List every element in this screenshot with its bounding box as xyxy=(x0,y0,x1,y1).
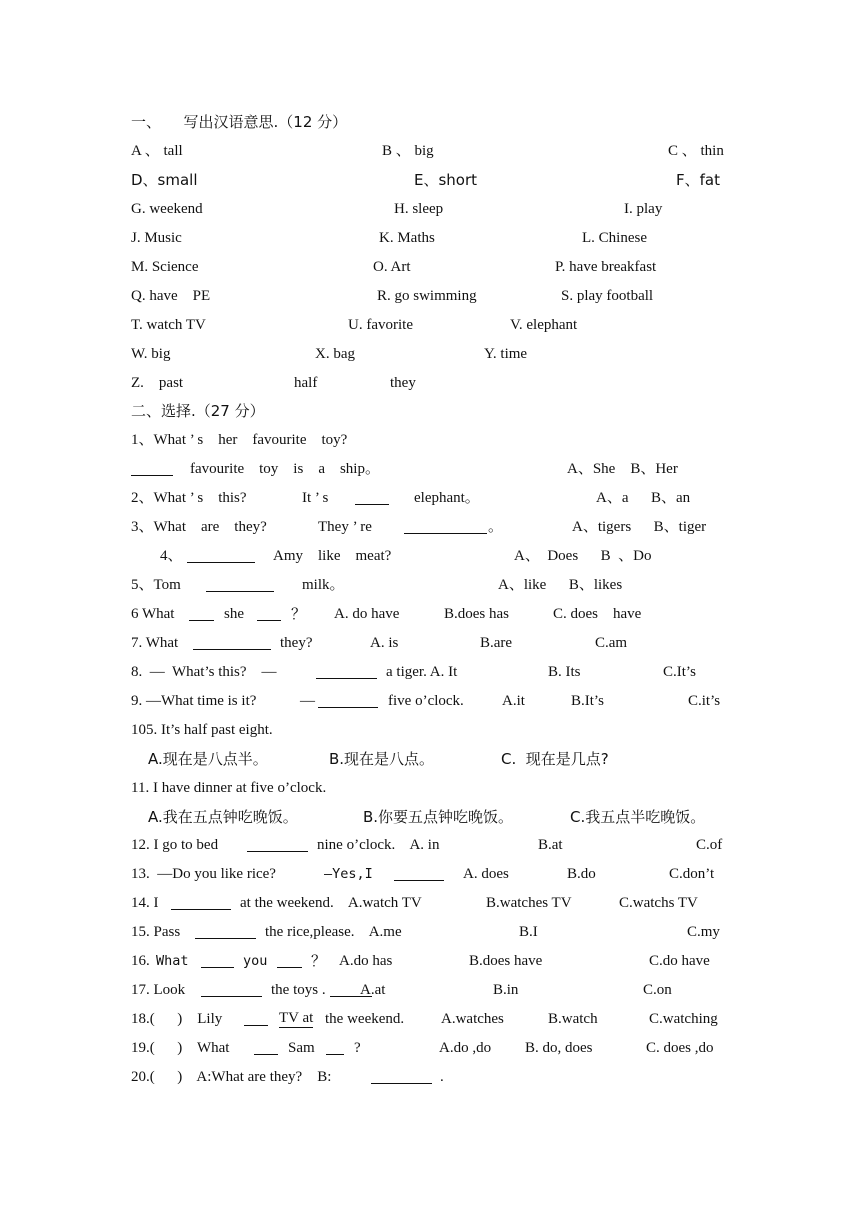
vocab-item: H. sleep xyxy=(394,201,444,217)
q13-answer-start: —Yes,I xyxy=(324,866,373,882)
q4-stem: Amy like meat? xyxy=(273,548,392,564)
q9-stem-end: five o’clock. xyxy=(388,693,464,709)
q13-option-c: C.don’t xyxy=(669,866,715,882)
vocab-item: Q. have PE xyxy=(131,288,211,304)
q8-option-c: C.It’s xyxy=(663,664,696,680)
q13-blank xyxy=(394,866,444,881)
q14-option-c: C.watchs TV xyxy=(619,895,698,911)
q13-stem: 13. —Do you like rice? xyxy=(131,866,276,882)
q12-stem-end: nine o’clock. A. in xyxy=(317,837,440,853)
q12-option-b: B.at xyxy=(538,837,563,853)
q16-blank-2 xyxy=(277,953,302,968)
vocab-item: P. have breakfast xyxy=(555,259,657,275)
q9-option-a: A.it xyxy=(502,693,525,709)
vocab-item: U. favorite xyxy=(348,317,413,333)
q16-option-b: B.does have xyxy=(469,953,543,969)
q10-option-b: B.现在是八点。 xyxy=(329,750,435,768)
q19-stem: 19.( ) What xyxy=(131,1040,230,1056)
q9-blank xyxy=(318,693,378,708)
q13-option-b: B.do xyxy=(567,866,596,882)
q16-qmark: ？ xyxy=(311,952,327,970)
q16-option-c: C.do have xyxy=(649,953,710,969)
section2-title: 二、选择.（27 分） xyxy=(131,402,265,420)
q18-stem: 18.( ) Lily xyxy=(131,1011,223,1027)
q6-stem: 6 What xyxy=(131,606,175,622)
q18-option-a: A.watches xyxy=(441,1011,504,1027)
q5-stem-end: milk。 xyxy=(302,577,345,593)
q19-option-b: B. do, does xyxy=(525,1040,593,1056)
q20-stem: 20.( ) A:What are they? B: xyxy=(131,1069,332,1085)
vocab-item: Z. past xyxy=(131,375,184,391)
vocab-item: F、fat xyxy=(676,171,720,189)
vocab-item: S. play football xyxy=(561,288,654,304)
q5-options: A、like B、likes xyxy=(498,577,623,593)
q6-blank-1 xyxy=(189,606,214,621)
vocab-item: E、short xyxy=(414,171,478,189)
q16-option-a: A.do has xyxy=(339,953,393,969)
q2-answer-start: It ’ s xyxy=(302,490,329,506)
q6-qmark: ？ xyxy=(291,605,307,623)
q8-stem: 8. — What’s this? — xyxy=(131,664,277,680)
q11-option-a: A.我在五点钟吃晚饭。 xyxy=(148,808,298,826)
q9-dash: — xyxy=(300,693,315,709)
q18-blank xyxy=(244,1011,268,1026)
vocab-item: X. bag xyxy=(315,346,355,362)
q11-option-b: B.你要五点钟吃晚饭。 xyxy=(363,808,514,826)
q19-blank-1 xyxy=(254,1040,278,1055)
vocab-item: J. Music xyxy=(131,230,182,246)
q14-option-b: B.watches TV xyxy=(486,895,572,911)
q1-line2: favourite toy is a ship。 xyxy=(190,461,380,477)
q19-blank-2 xyxy=(326,1040,344,1055)
q11-stem: 11. I have dinner at five o’clock. xyxy=(131,780,327,796)
q6-blank-2 xyxy=(257,606,281,621)
q14-stem-end: at the weekend. A.watch TV xyxy=(240,895,422,911)
q17-stem: 17. Look xyxy=(131,982,186,998)
q16-stem: What xyxy=(156,953,189,969)
vocab-item: A 、 tall xyxy=(131,143,183,159)
vocab-item: C 、 thin xyxy=(668,143,724,159)
q2-stem: 2、What ’ s this? xyxy=(131,490,247,506)
q6-stem-mid: she xyxy=(224,606,244,622)
vocab-item: V. elephant xyxy=(510,317,578,333)
q19-option-c: C. does ,do xyxy=(646,1040,714,1056)
q10-option-a: A.现在是八点半。 xyxy=(148,750,268,768)
q3-answer-start: They ’ re xyxy=(318,519,372,535)
vocab-item: half xyxy=(294,375,318,391)
q7-option-a: A. is xyxy=(370,635,399,651)
q1-options: A、She B、Her xyxy=(567,461,678,477)
q2-answer-end: elephant。 xyxy=(414,490,480,506)
q12-blank xyxy=(247,837,308,852)
q17-option-b: B.in xyxy=(493,982,519,998)
q8-stem-end: a tiger. A. It xyxy=(386,664,458,680)
q1-stem: 1、What ’ s her favourite toy? xyxy=(131,432,348,448)
q17-stem-end: the toys . xyxy=(271,982,326,998)
section1-title: 一、 写出汉语意思.（12 分） xyxy=(131,113,348,131)
q3-options: A、tigers B、tiger xyxy=(572,519,707,535)
q18-stem-end: the weekend. xyxy=(325,1011,405,1027)
q15-option-c: C.my xyxy=(687,924,720,940)
q12-option-c: C.of xyxy=(696,837,723,853)
vocab-item: T. watch TV xyxy=(131,317,206,333)
q6-option-b: B.does has xyxy=(444,606,509,622)
q16-number: 16. xyxy=(131,953,150,969)
q16-blank-1 xyxy=(201,953,234,968)
vocab-item: W. big xyxy=(131,346,171,362)
q8-blank xyxy=(316,664,377,679)
q18-option-c: C.watching xyxy=(649,1011,718,1027)
q6-option-c: C. does have xyxy=(553,606,642,622)
q4-blank xyxy=(187,548,255,563)
q18-option-b: B.watch xyxy=(548,1011,598,1027)
q15-stem: 15. Pass xyxy=(131,924,181,940)
q19-qmark: ? xyxy=(354,1040,361,1056)
q10-option-c: C. 现在是几点? xyxy=(501,750,609,768)
vocab-item: K. Maths xyxy=(379,230,435,246)
q1-blank xyxy=(131,461,173,476)
q6-option-a: A. do have xyxy=(334,606,400,622)
vocab-item: M. Science xyxy=(131,259,199,275)
q5-stem: 5、Tom xyxy=(131,577,181,593)
q9-option-c: C.it’s xyxy=(688,693,721,709)
q14-blank xyxy=(171,895,231,910)
q19-stem-mid: Sam xyxy=(288,1040,315,1056)
q14-stem: 14. I xyxy=(131,895,159,911)
vocab-item: D、small xyxy=(131,171,198,189)
q8-option-b: B. Its xyxy=(548,664,581,680)
q3-answer-end: 。 xyxy=(488,519,504,535)
q2-options: A、a B、an xyxy=(596,490,691,506)
q15-blank xyxy=(195,924,256,939)
q9-stem: 9. —What time is it? xyxy=(131,693,257,709)
q7-stem: 7. What xyxy=(131,635,179,651)
vocab-item: G. weekend xyxy=(131,201,203,217)
q13-option-a: A. does xyxy=(463,866,509,882)
q3-blank xyxy=(404,519,487,534)
q7-stem-end: they? xyxy=(280,635,313,651)
vocab-item: R. go swimming xyxy=(377,288,477,304)
q7-option-b: B.are xyxy=(480,635,513,651)
q10-stem: 105. It’s half past eight. xyxy=(131,722,273,738)
q4-options: A、 Does B 、Do xyxy=(514,548,652,564)
q2-blank xyxy=(355,490,389,505)
q18-underlined-text: TV at xyxy=(279,1010,314,1026)
q16-stem-mid: you xyxy=(243,953,268,969)
q7-blank xyxy=(193,635,271,650)
q9-option-b: B.It’s xyxy=(571,693,604,709)
vocab-item: I. play xyxy=(624,201,663,217)
vocab-item: O. Art xyxy=(373,259,411,275)
q12-stem: 12. I go to bed xyxy=(131,837,219,853)
q5-blank xyxy=(206,577,274,592)
q3-stem: 3、What are they? xyxy=(131,519,267,535)
q17-option-c: C.on xyxy=(643,982,672,998)
q4-number: 4、 xyxy=(160,548,183,564)
q19-option-a: A.do ,do xyxy=(439,1040,492,1056)
q17-blank xyxy=(201,982,262,997)
vocab-item: L. Chinese xyxy=(582,230,647,246)
q17-option-a: A.at xyxy=(360,982,386,998)
q15-stem-end: the rice,please. A.me xyxy=(265,924,402,940)
q11-option-c: C.我五点半吃晚饭。 xyxy=(570,808,706,826)
vocab-item: Y. time xyxy=(484,346,528,362)
q7-option-c: C.am xyxy=(595,635,628,651)
vocab-item: B 、 big xyxy=(382,143,434,159)
q20-blank xyxy=(371,1069,432,1084)
q15-option-b: B.I xyxy=(519,924,538,940)
vocab-item: they xyxy=(390,375,416,391)
q20-period: . xyxy=(440,1069,444,1085)
